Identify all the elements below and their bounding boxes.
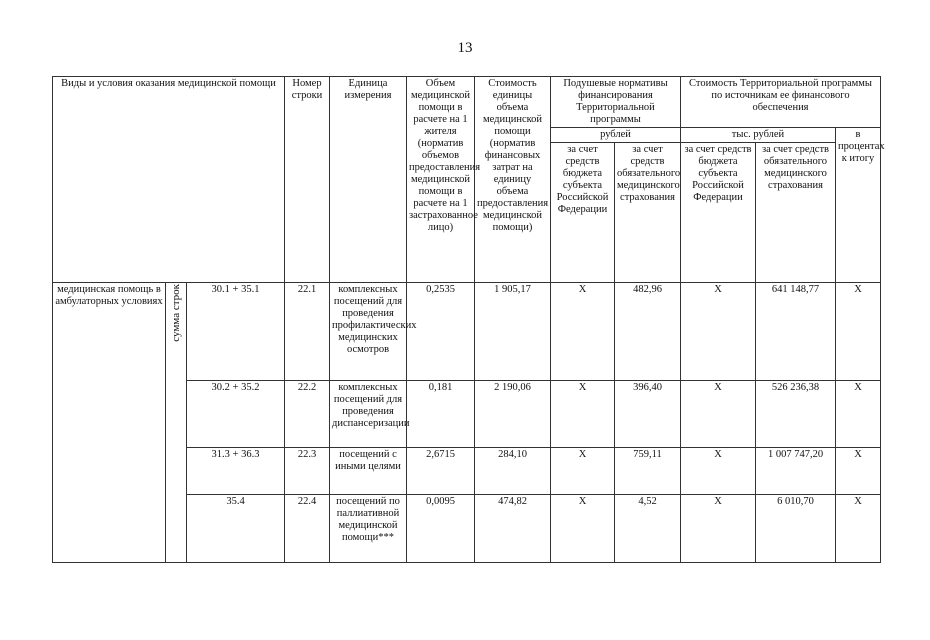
header-percent: в процентах к итогу [836, 128, 881, 283]
row-budget-rub: Х [551, 283, 615, 381]
row-formula: 30.2 + 35.2 [187, 381, 285, 448]
row-unit: комплексных посещений для проведения профилактических медицинских осмотров [330, 283, 407, 381]
row-oms-rub: 396,40 [615, 381, 681, 448]
row-percent: Х [836, 448, 881, 495]
header-volume: Объем медицинской помощи в расчете на 1 жителя (норматив объемов предоставления медицинской помощи в расчете на 1 застрахованное лицо) [407, 77, 475, 283]
row-volume: 0,181 [407, 381, 475, 448]
row-oms-thous: 641 148,77 [756, 283, 836, 381]
program-table [52, 76, 885, 563]
header-oms-source-thous: за счет средств обязательного медицинского страхования [756, 143, 836, 283]
row-percent: Х [836, 381, 881, 448]
row-oms-thous: 6 010,70 [756, 495, 836, 563]
row-budget-thous: Х [681, 495, 756, 563]
category-label: медицинская помощь в амбулаторных условиях [53, 283, 166, 563]
row-number: 22.4 [285, 495, 330, 563]
row-cost: 474,82 [475, 495, 551, 563]
row-oms-thous: 526 236,38 [756, 381, 836, 448]
header-cost-unit: Стоимость единицы объема медицинской помощи (норматив финансовых затрат на единицу объема предоставления медицинской помощи) [475, 77, 551, 283]
row-number: 22.1 [285, 283, 330, 381]
row-unit: посещений с иными целями [330, 448, 407, 495]
row-oms-rub: 482,96 [615, 283, 681, 381]
row-cost: 284,10 [475, 448, 551, 495]
row-oms-thous: 1 007 747,20 [756, 448, 836, 495]
row-oms-rub: 4,52 [615, 495, 681, 563]
row-number: 22.2 [285, 381, 330, 448]
header-program-cost: Стоимость Территориальной программы по источникам ее финансового обеспечения [681, 77, 881, 128]
header-unit: Единица измерения [330, 77, 407, 283]
row-budget-thous: Х [681, 448, 756, 495]
header-per-capita: Подушевые нормативы финансирования Территориальной программы [551, 77, 681, 128]
row-budget-thous: Х [681, 381, 756, 448]
header-oms-source: за счет средств обязательного медицинского страхования [615, 143, 681, 283]
row-budget-rub: Х [551, 448, 615, 495]
header-budget-source: за счет средств бюджета субъекта Российской Федерации [551, 143, 615, 283]
row-formula: 35.4 [187, 495, 285, 563]
row-percent: Х [836, 495, 881, 563]
row-budget-rub: Х [551, 381, 615, 448]
row-budget-rub: Х [551, 495, 615, 563]
header-types-conditions: Виды и условия оказания медицинской помощи [53, 77, 285, 283]
header-budget-source-thous: за счет средств бюджета субъекта Российской Федерации [681, 143, 756, 283]
header-row-number: Номер строки [285, 77, 330, 283]
header-rubles: рублей [551, 128, 681, 143]
row-oms-rub: 759,11 [615, 448, 681, 495]
row-cost: 2 190,06 [475, 381, 551, 448]
header-thousand-rubles: тыс. рублей [681, 128, 836, 143]
sum-rows-label [166, 283, 187, 563]
row-formula: 31.3 + 36.3 [187, 448, 285, 495]
row-volume: 0,2535 [407, 283, 475, 381]
row-budget-thous: Х [681, 283, 756, 381]
row-cost: 1 905,17 [475, 283, 551, 381]
row-volume: 2,6715 [407, 448, 475, 495]
row-number: 22.3 [285, 448, 330, 495]
sum-rows-text: сумма строк [170, 284, 182, 342]
page-number: 13 [457, 40, 473, 56]
row-percent: Х [836, 283, 881, 381]
row-unit: комплексных посещений для проведения диспансеризации [330, 381, 407, 448]
table-row [53, 283, 881, 381]
row-volume: 0,0095 [407, 495, 475, 563]
row-unit: посещений по паллиативной медицинской помощи*** [330, 495, 407, 563]
row-formula: 30.1 + 35.1 [187, 283, 285, 381]
